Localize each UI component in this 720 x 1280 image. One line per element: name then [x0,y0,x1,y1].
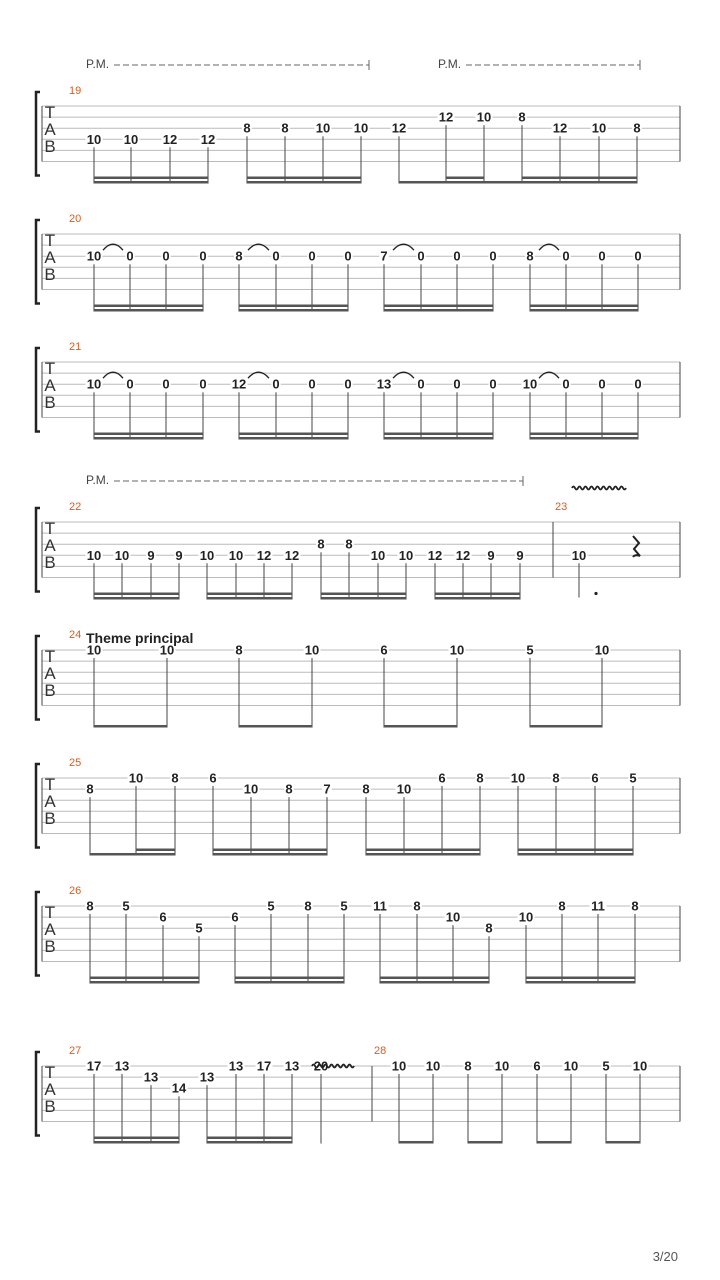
fret-number: 0 [453,376,461,392]
beam [94,437,203,440]
fret-number: 10 [159,642,175,658]
fret-number: 0 [634,376,642,392]
tab-clef-letter: A [44,792,56,811]
vibrato-mark [572,487,626,490]
beam [530,305,638,308]
fret-number: 13 [228,1058,244,1074]
beam [239,433,348,436]
beam [136,849,175,852]
bar-number: 20 [69,213,82,225]
fret-number: 10 [86,131,102,147]
tab-clef-letter: T [44,647,56,666]
beam [530,309,638,312]
fret-number: 7 [323,781,331,797]
beam [530,725,602,728]
beam [399,181,522,184]
system-bracket [36,1052,40,1136]
fret-number: 13 [114,1058,130,1074]
beam [380,977,489,980]
beam [384,305,493,308]
beam [366,853,480,856]
fret-number: 0 [489,376,497,392]
tab-clef-letter: B [44,937,56,956]
fret-number: 12 [231,376,247,392]
fret-number: 0 [162,248,170,264]
tab-clef-letter: A [44,664,56,683]
fret-number: 5 [122,898,130,914]
fret-number: 5 [629,770,637,786]
fret-number: 12 [427,547,443,563]
fret-number: 0 [272,248,280,264]
tab-clef-letter: B [44,137,56,156]
tab-system [36,341,680,440]
palm-mute-label: P.M. [438,57,462,71]
fret-number: 10 [425,1058,441,1074]
fret-number: 13 [143,1069,159,1085]
system-bracket [36,892,40,976]
fret-number: 5 [602,1058,610,1074]
fret-number: 13 [284,1058,300,1074]
fret-number: 8 [345,536,353,552]
tab-clef-letter: T [44,775,56,794]
fret-number: 10 [86,248,102,264]
beam [90,977,199,980]
fret-number: 10 [243,781,259,797]
fret-number: 10 [563,1058,579,1074]
beam [530,433,638,436]
fret-number: 10 [128,770,144,786]
fret-number: 0 [562,376,570,392]
fret-number: 6 [380,642,388,658]
fret-number: 10 [228,547,244,563]
tab-clef-letter: B [44,809,56,828]
beam [94,433,203,436]
fret-number: 0 [489,248,497,264]
beam [537,1141,571,1144]
bar-number: 28 [374,1045,387,1057]
fret-number: 10 [522,376,538,392]
fret-number: 0 [634,248,642,264]
fret-number: 8 [413,898,421,914]
fret-number: 8 [633,120,641,136]
fret-number: 6 [438,770,446,786]
beam [239,309,348,312]
tab-clef-letter: T [44,231,56,250]
fret-number: 0 [199,376,207,392]
tab-system [36,885,680,984]
beam [207,597,292,600]
fret-number: 8 [552,770,560,786]
fret-number: 10 [449,642,465,658]
fret-number: 8 [362,781,370,797]
tab-clef-letter: A [44,536,56,555]
fret-number: 12 [391,120,407,136]
fret-number: 10 [86,376,102,392]
system-bracket [36,764,40,848]
tab-system [36,501,680,600]
fret-number: 10 [591,120,607,136]
fret-number: 0 [417,376,425,392]
tab-system [36,213,680,312]
tab-clef-letter: A [44,248,56,267]
fret-number: 8 [476,770,484,786]
fret-number: 10 [304,642,320,658]
fret-number: 8 [171,770,179,786]
fret-number: 8 [317,536,325,552]
beam [606,1141,640,1144]
fret-number: 11 [591,898,605,914]
fret-number: 11 [373,898,387,914]
fret-number: 8 [631,898,639,914]
beam [321,597,406,600]
fret-number: 6 [209,770,217,786]
bar-number: 24 [69,629,82,641]
beam [235,977,344,980]
beam [213,849,327,852]
tab-system [36,85,680,184]
beam [213,853,327,856]
fret-number: 0 [453,248,461,264]
beam [530,437,638,440]
beam [94,181,208,184]
beam [247,181,361,184]
tab-system [36,757,680,856]
fret-number: 13 [199,1069,215,1085]
fret-number: 12 [552,120,568,136]
fret-number: 6 [591,770,599,786]
fret-number: 8 [526,248,534,264]
fret-number: 0 [417,248,425,264]
fret-number: 0 [562,248,570,264]
fret-number: 8 [235,642,243,658]
fret-number: 5 [195,920,203,936]
beam [94,305,203,308]
tab-clef-letter: A [44,920,56,939]
beam [522,177,637,180]
fret-number: 10 [353,120,369,136]
dot [594,592,597,595]
beam [384,437,493,440]
tab-clef-letter: T [44,103,56,122]
bar-number: 25 [69,757,82,769]
bar-number: 22 [69,501,82,513]
beam [384,433,493,436]
beam [446,177,484,180]
tab-clef-letter: T [44,1063,56,1082]
tab-system [36,1045,680,1144]
fret-number: 0 [126,248,134,264]
fret-number: 0 [598,376,606,392]
palm-mute [86,57,369,71]
fret-number: 0 [344,376,352,392]
fret-number: 17 [256,1058,272,1074]
fret-number: 0 [272,376,280,392]
tab-clef-letter: A [44,120,56,139]
fret-number: 10 [518,909,534,925]
fret-number: 0 [162,376,170,392]
fret-number: 8 [485,920,493,936]
beam [247,177,361,180]
tab-clef-letter: B [44,681,56,700]
fret-number: 8 [86,781,94,797]
fret-number: 5 [526,642,534,658]
beam [518,853,633,856]
beam [94,1141,179,1144]
fret-number: 10 [445,909,461,925]
fret-number: 5 [340,898,348,914]
beam [435,593,520,596]
tab-clef-letter: B [44,553,56,572]
fret-number: 10 [315,120,331,136]
fret-number: 0 [126,376,134,392]
fret-number: 8 [285,781,293,797]
beam [384,725,457,728]
fret-number: 10 [114,547,130,563]
fret-number: 10 [594,642,610,658]
fret-number: 10 [494,1058,510,1074]
bar-number: 23 [555,501,568,513]
fret-number: 10 [86,547,102,563]
beam [90,981,199,984]
fret-number: 8 [518,109,526,125]
fret-number: 12 [256,547,272,563]
beam [94,1137,179,1140]
fret-number: 12 [455,547,471,563]
system-bracket [36,348,40,432]
fret-number: 6 [231,909,239,925]
beam [526,977,635,980]
fret-number: 0 [344,248,352,264]
tab-clef-letter: T [44,359,56,378]
tab-clef-letter: B [44,393,56,412]
fret-number: 20 [313,1058,329,1074]
fret-number: 8 [304,898,312,914]
system-bracket [36,636,40,720]
fret-number: 17 [86,1058,102,1074]
fret-number: 9 [487,547,495,563]
beam [435,597,520,600]
fret-number: 10 [86,642,102,658]
beam [522,181,637,184]
fret-number: 0 [598,248,606,264]
fret-number: 8 [281,120,289,136]
fret-number: 10 [370,547,386,563]
tab-clef-letter: B [44,265,56,284]
beam [207,1137,292,1140]
fret-number: 10 [476,109,492,125]
fret-number: 10 [391,1058,407,1074]
palm-mute-label: P.M. [86,57,110,71]
section-title: Theme principal [86,630,194,646]
fret-number: 10 [571,547,587,563]
palm-mute-label: P.M. [86,473,110,487]
tab-clef-letter: T [44,903,56,922]
beam [468,1141,502,1144]
beam [239,305,348,308]
fret-number: 9 [147,547,155,563]
fret-number: 12 [162,131,178,147]
fret-number: 0 [308,248,316,264]
fret-number: 14 [171,1080,187,1096]
tab-clef-letter: A [44,1080,56,1099]
page-number: 3/20 [652,1249,678,1264]
beam [321,593,406,596]
fret-number: 10 [632,1058,648,1074]
fret-number: 7 [380,248,388,264]
fret-number: 6 [533,1058,541,1074]
fret-number: 12 [200,131,216,147]
fret-number: 10 [199,547,215,563]
palm-mute [86,473,523,487]
fret-number: 9 [175,547,183,563]
fret-number: 9 [516,547,524,563]
system-bracket [36,508,40,592]
fret-number: 6 [159,909,167,925]
fret-number: 0 [199,248,207,264]
bar-number: 27 [69,1045,82,1057]
fret-number: 8 [558,898,566,914]
beam [94,177,208,180]
beam [94,309,203,312]
fret-number: 13 [376,376,392,392]
tab-clef-letter: A [44,376,56,395]
beam [207,1141,292,1144]
tab-clef-letter: T [44,519,56,538]
beam [94,597,179,600]
fret-number: 10 [396,781,412,797]
beam [518,849,633,852]
beam [94,725,167,728]
fret-number: 12 [438,109,454,125]
fret-number: 0 [308,376,316,392]
beam [94,593,179,596]
beam [384,309,493,312]
beam [526,981,635,984]
fret-number: 8 [86,898,94,914]
quarter-rest [633,536,640,557]
beam [207,593,292,596]
system-bracket [36,92,40,176]
system-bracket [36,220,40,304]
fret-number: 5 [267,898,275,914]
vibrato-mark [312,1065,354,1068]
fret-number: 12 [284,547,300,563]
fret-number: 8 [464,1058,472,1074]
beam [399,1141,433,1144]
beam [235,981,344,984]
beam [239,725,312,728]
bar-number: 19 [69,85,82,97]
fret-number: 10 [510,770,526,786]
palm-mute [438,57,640,71]
beam [366,849,480,852]
beam [90,853,175,856]
tab-clef-letter: B [44,1097,56,1116]
fret-number: 8 [243,120,251,136]
bar-number: 26 [69,885,82,897]
fret-number: 8 [235,248,243,264]
beam [239,437,348,440]
fret-number: 10 [398,547,414,563]
beam [380,981,489,984]
bar-number: 21 [69,341,82,353]
fret-number: 10 [123,131,139,147]
